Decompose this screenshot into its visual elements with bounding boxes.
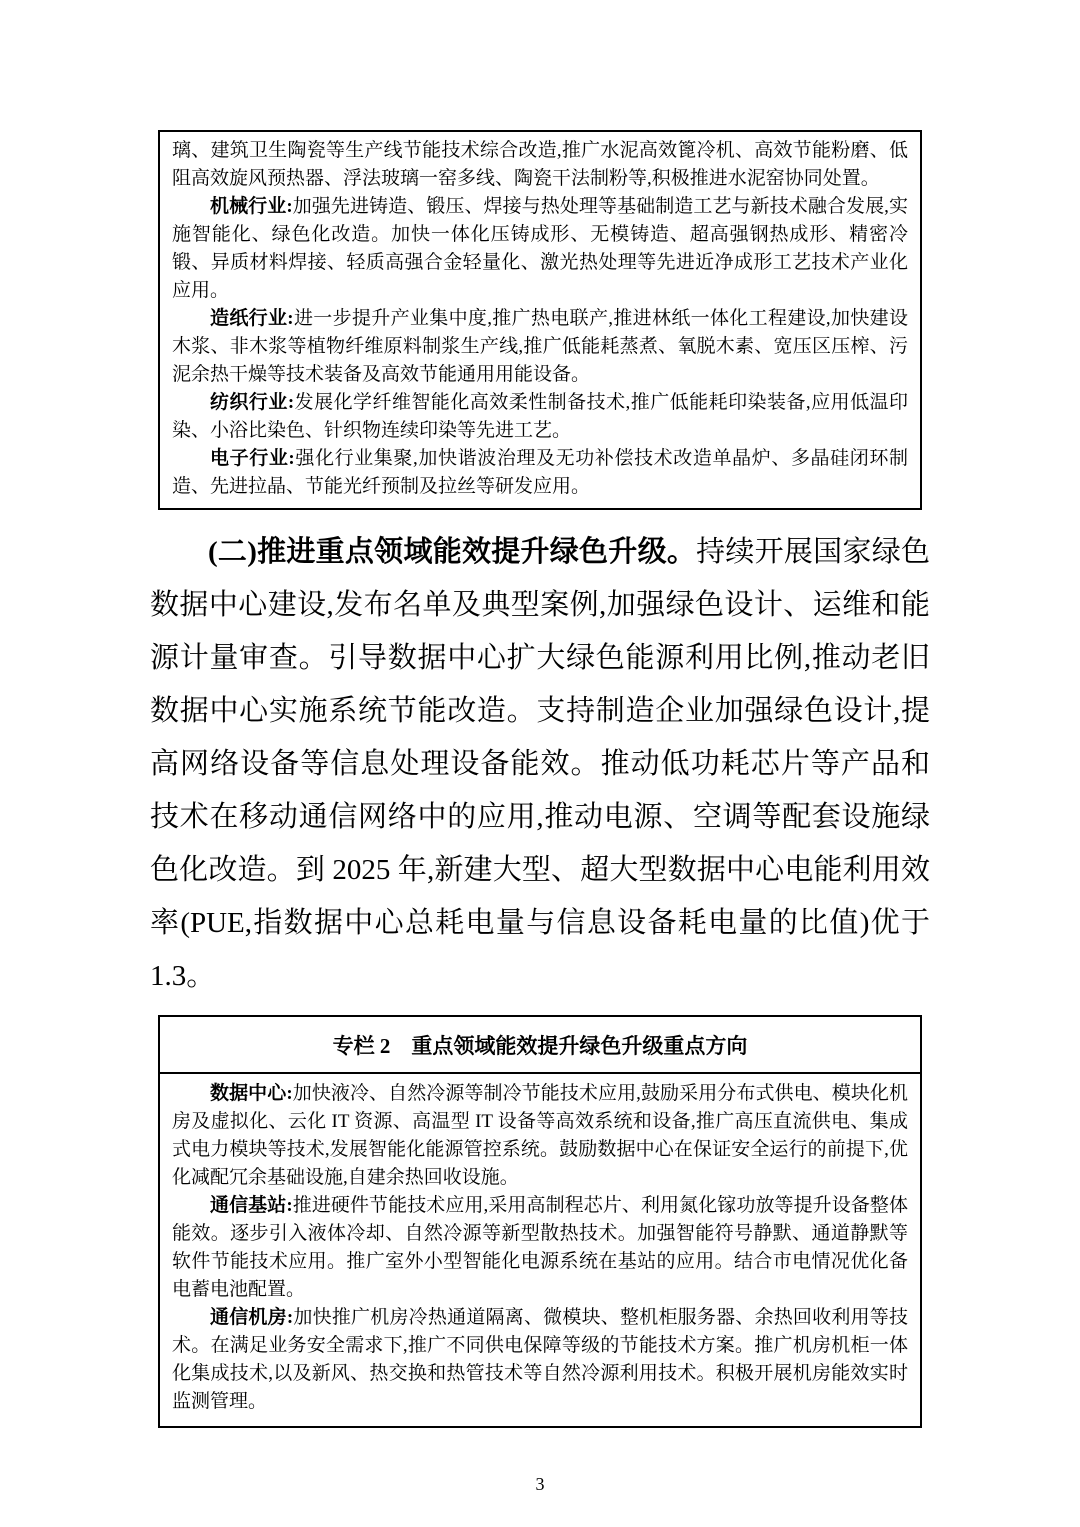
paragraph-text: 进一步提升产业集中度,推广热电联产,推进林纸一体化工程建设,加快建设木浆、非木浆等植物纤维原料制浆生产线,推广低能耗蒸煮、氧脱木素、宽压区压榨、污泥余热干燥等技术装备及高效节能通用用能设备。 xyxy=(172,308,908,385)
paragraph-data-center xyxy=(172,1080,908,1192)
paragraph-machinery-industry xyxy=(172,193,908,305)
paragraph-label: 电子行业: xyxy=(210,448,295,469)
paragraph-label: 纺织行业: xyxy=(210,392,295,413)
column-2-body xyxy=(160,1074,920,1426)
paragraph-text: 强化行业集聚,加快谐波治理及无功补偿技术改造单晶炉、多晶硅闭环制造、先进拉晶、节能光纤预制及拉丝等研发应用。 xyxy=(172,448,908,497)
paragraph-text: 加快液冷、自然冷源等制冷节能技术应用,鼓励采用分布式供电、模块化机房及虚拟化、云化 IT 资源、高温型 IT 设备等高效系统和设备,推广高压直流供电、集成式电力模块等技术,发展智能化能源管控系统。鼓励数据中心在保证安全运行的前提下,优化减配冗余基础设施,自建余热回收设施。 xyxy=(172,1083,909,1188)
paragraph-label: 机械行业: xyxy=(210,196,293,217)
section-energy-efficiency-upgrade xyxy=(150,526,930,1003)
column-2-box xyxy=(158,1015,922,1428)
paragraph-textile-industry xyxy=(172,389,908,445)
paragraph-label: 数据中心: xyxy=(210,1083,293,1104)
paragraph-text: 发展化学纤维智能化高效柔性制备技术,推广低能耗印染装备,应用低温印染、小浴比染色、针织物连续印染等先进工艺。 xyxy=(172,392,908,441)
paragraph-papermaking-industry xyxy=(172,305,908,389)
page-number: 3 xyxy=(535,1474,545,1494)
paragraph-text: 璃、建筑卫生陶瓷等生产线节能技术综合改造,推广水泥高效篦冷机、高效节能粉磨、低阻高效旋风预热器、浮法玻璃一窑多线、陶瓷干法制粉等,积极推进水泥窑协同处置。 xyxy=(172,140,908,189)
paragraph-building-materials-continued xyxy=(172,137,908,193)
section-paragraph xyxy=(150,526,930,1003)
paragraph-label: 通信基站: xyxy=(210,1195,293,1216)
paragraph-text: 推进硬件节能技术应用,采用高制程芯片、利用氮化镓功放等提升设备整体能效。逐步引入液体冷却、自然冷源等新型散热技术。加强智能符号静默、通道静默等软件节能技术应用。推广室外小型智能化电源系统在基站的应用。结合市电情况优化备电蓄电池配置。 xyxy=(172,1195,909,1300)
paragraph-label: 造纸行业: xyxy=(210,308,294,329)
column-2-title: 专栏 2 重点领域能效提升绿色升级重点方向 xyxy=(160,1017,920,1074)
section-body-text: 持续开展国家绿色数据中心建设,发布名单及典型案例,加强绿色设计、运维和能源计量审查。引导数据中心扩大绿色能源利用比例,推动老旧数据中心实施系统节能改造。支持制造企业加强绿色设计,提高网络设备等信息处理设备能效。推动低功耗芯片等产品和技术在移动通信网络中的应用,推动电源、空调等配套设施绿色化改造。到 2025 年,新建大型、超大型数据中心电能利用效率(PUE,指数据中心总耗电量与信息设备耗电量的比值)优于 1.3。 xyxy=(150,536,930,992)
industry-measures-box xyxy=(158,130,922,510)
section-heading: (二)推进重点领域能效提升绿色升级。 xyxy=(208,536,697,568)
paragraph-label: 通信机房: xyxy=(210,1307,294,1328)
paragraph-text: 加快推广机房冷热通道隔离、微模块、整机柜服务器、余热回收利用等技术。在满足业务安全需求下,推广不同供电保障等级的节能技术方案。推广机房机柜一体化集成技术,以及新风、热交换和热管技术等自然冷源利用技术。积极开展机房能效实时监测管理。 xyxy=(172,1307,908,1412)
paragraph-text: 加强先进铸造、锻压、焊接与热处理等基础制造工艺与新技术融合发展,实施智能化、绿色化改造。加快一体化压铸成形、无模铸造、超高强钢热成形、精密冷锻、异质材料焊接、轻质高强合金轻量化、激光热处理等先进近净成形工艺技术产业化应用。 xyxy=(172,196,909,301)
paragraph-base-station xyxy=(172,1192,908,1304)
paragraph-electronics-industry xyxy=(172,445,908,501)
paragraph-telecom-room xyxy=(172,1304,908,1416)
